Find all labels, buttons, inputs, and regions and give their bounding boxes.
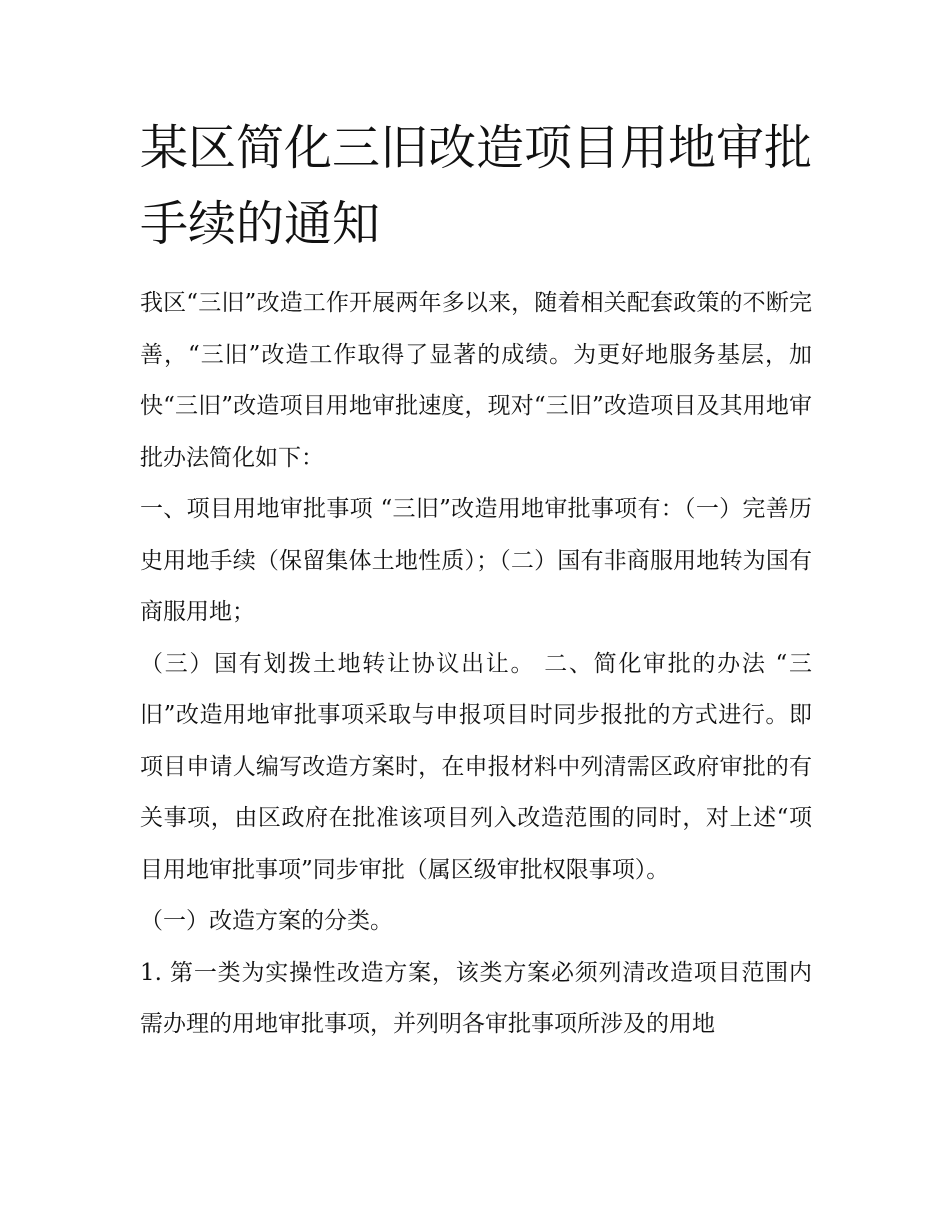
- document-page: [140, 110, 812, 1051]
- paragraph-simplified-method: （三）国有划拨土地转让协议出让。 二、简化审批的办法 “三旧”改造用地审批事项采取与申报项目时同步报批的方式进行。即项目申请人编写改造方案时，在申报材料中列清需区政府审批的有关事项，由区政府在批准该项目列入改造范围的同时，对上述“项目用地审批事项”同步审批（属区级审批权限事项）。: [140, 650, 812, 883]
- paragraph-plan-classification: （一）改造方案的分类。: [140, 908, 393, 934]
- paragraph-first-category: 1. 第一类为实操性改造方案，该类方案必须列清改造项目范围内需办理的用地审批事项，并列明各审批事项所涉及的用地: [140, 959, 812, 1037]
- document-title: 某区简化三旧改造项目用地审批手续的通知: [140, 120, 813, 252]
- paragraph-approval-items: 一、项目用地审批事项 “三旧”改造用地审批事项有：（一）完善历史用地手续（保留集体土地性质）；（二）国有非商服用地转为国有商服用地；: [140, 496, 812, 625]
- paragraph-intro: 我区“三旧”改造工作开展两年多以来，随着相关配套政策的不断完善，“三旧”改造工作取得了显著的成绩。为更好地服务基层，加快“三旧”改造项目用地审批速度，现对“三旧”改造项目及其用地审批办法简化如下：: [140, 290, 812, 471]
